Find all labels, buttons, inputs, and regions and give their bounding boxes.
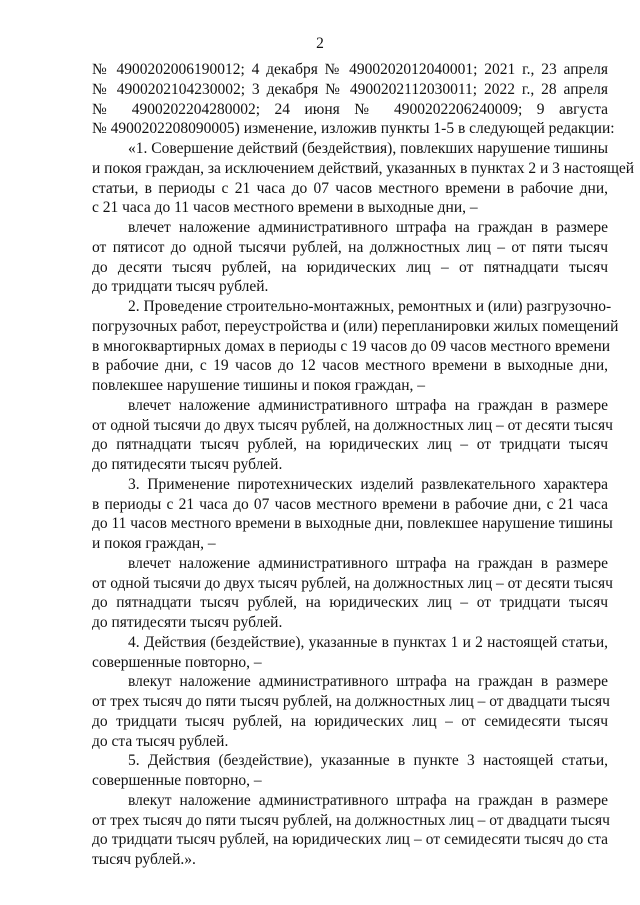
text-line: с 21 часа до 11 часов местного времени в выходные дни, – [92, 199, 478, 217]
text-line: от одной тысячи до двух тысяч рублей, на должностных лиц – от десяти тысяч [92, 574, 613, 592]
text-line: совершенные повторно, – [92, 653, 262, 671]
paragraph [92, 297, 619, 396]
paragraph [92, 554, 613, 633]
text-line: до тридцати тысяч рублей, на юридических лиц – от семидесяти тысяч до ста [92, 831, 608, 849]
paragraph [92, 751, 608, 791]
text-line: 5. Действия (бездействие), указанные в пункте 3 настоящей статьи, [128, 752, 608, 770]
text-line: влекут наложение административного штрафа на граждан в размере [128, 791, 608, 809]
text-line: до 11 часов местного времени в выходные дни, повлекшее нарушение тишины [92, 515, 613, 533]
paragraph [92, 672, 608, 751]
text-line: от одной тысячи до двух тысяч рублей, на должностных лиц – от десяти тысяч [92, 416, 613, 434]
text-line: от трех тысяч до пяти тысяч рублей, на должностных лиц – от двадцати тысяч [92, 811, 610, 829]
text-line: от пятисот до одной тысячи рублей, на должностных лиц – от пяти тысяч [92, 238, 608, 256]
text-line: 4. Действия (бездействие), указанные в пунктах 1 и 2 настоящей статьи, [128, 633, 608, 651]
paragraph [92, 791, 608, 870]
text-line: до ста тысяч рублей. [92, 732, 229, 750]
text-line: совершенные повторно, – [92, 772, 262, 789]
text-line: 3. Применение пиротехнических изделий развлекательного характера [128, 475, 608, 493]
text-line: до пятнадцати тысяч рублей, на юридических лиц – от тридцати тысяч [92, 436, 608, 454]
text-line: 2. Проведение строительно-монтажных, ремонтных и (или) разгрузочно- [128, 298, 612, 315]
text-line: и покоя граждан, – [92, 535, 216, 552]
text-line: влечет наложение административного штрафа на граждан в размере [128, 219, 608, 236]
text-line: в периоды с 21 часа до 07 часов местного времени в рабочие дни, с 21 часа [92, 495, 608, 513]
paragraph [92, 60, 615, 139]
text-line: влечет наложение административного штрафа на граждан в размере [128, 396, 608, 414]
text-line: № 4900202006190012; 4 декабря № 4900202012040001; 2021 г., 23 апреля [92, 61, 608, 78]
text-line: до пятидесяти тысяч рублей. [92, 456, 283, 473]
text-line: до тридцати тысяч рублей. [92, 278, 269, 296]
paragraph [92, 396, 613, 475]
text-line: от трех тысяч до пяти тысяч рублей, на должностных лиц – от двадцати тысяч [92, 693, 610, 710]
text-line: до тридцати тысяч рублей, на юридических лиц – от семидесяти тысяч [92, 712, 608, 730]
text-line: влечет наложение административного штрафа на граждан в размере [128, 554, 608, 572]
page-number: 2 [316, 35, 324, 52]
paragraph [92, 139, 635, 218]
text-line: в многоквартирных домах в периоды с 19 часов до 09 часов местного времени [92, 337, 611, 355]
text-line: повлекшее нарушение тишины и покоя граждан, – [92, 377, 426, 394]
paragraph [92, 475, 613, 554]
paragraph [92, 218, 608, 297]
text-line: до десяти тысяч рублей, на юридических лиц – от пятнадцати тысяч [92, 258, 608, 276]
text-line: «1. Совершение действий (бездействия), повлекших нарушение тишины [128, 140, 608, 157]
text-line: № 4900202208090005) изменение, изложив пункты 1-5 в следующей редакции: [92, 120, 615, 138]
paragraph [92, 633, 608, 673]
document-body [92, 60, 635, 870]
text-line: и покоя граждан, за исключением действий, указанных в пунктах 2 и 3 настоящей [92, 159, 635, 177]
text-line: влекут наложение административного штрафа на граждан в размере [128, 673, 608, 691]
text-line: до пятнадцати тысяч рублей, на юридических лиц – от тридцати тысяч [92, 594, 608, 612]
text-line: погрузочных работ, переустройства и (или) перепланировки жилых помещений [92, 317, 619, 335]
text-line: в рабочие дни, с 19 часов до 12 часов местного времени в выходные дни, [92, 357, 608, 375]
text-line: № 4900202104230002; 3 декабря № 4900202112030011; 2022 г., 28 апреля [92, 80, 608, 98]
text-line: статьи, в периоды с 21 часа до 07 часов местного времени в рабочие дни, [92, 179, 608, 197]
text-line: тысяч рублей.». [92, 851, 196, 868]
text-line: № 4900202204280002; 24 июня № 4900202206240009; 9 августа [92, 100, 608, 118]
text-line: до пятидесяти тысяч рублей. [92, 614, 283, 631]
